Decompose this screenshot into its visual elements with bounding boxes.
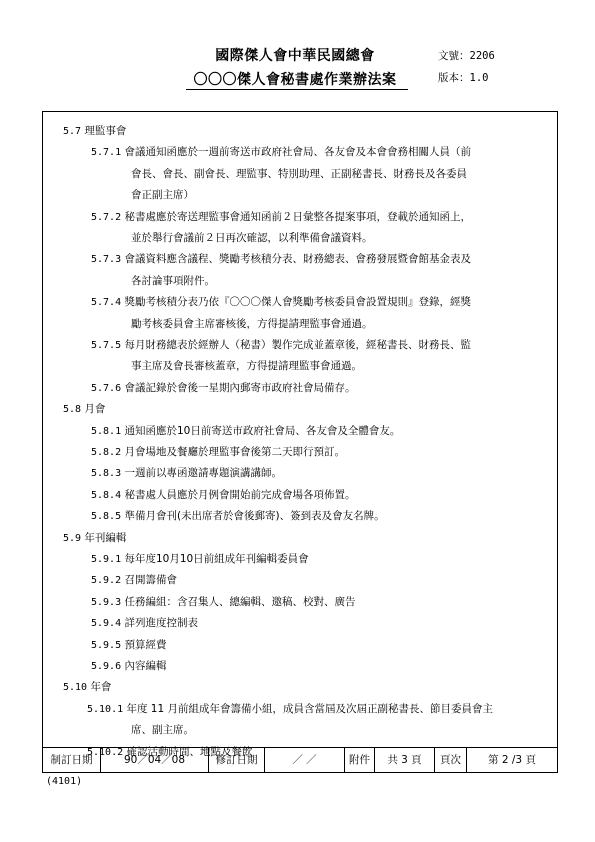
item-text: 會議通知函應於一週前寄送市政府社會局、各友會及本會會務相關人員（前 [124, 146, 471, 159]
item-text: 會議資料應含議程、獎勵考核積分表、財務總表、會務發展暨會館基金表及 [124, 253, 471, 266]
list-item [91, 335, 471, 356]
list-item-continuation [131, 271, 215, 292]
item-text: 勵考核委員會主席審核後，方得提請理監事會通過。 [131, 317, 373, 330]
item-text: 年刊編輯 [84, 531, 127, 544]
item-number: 5.7.5 [91, 340, 122, 351]
item-text: 預算經費 [124, 638, 167, 651]
list-item [91, 570, 177, 591]
item-number: 5.9.3 [91, 596, 122, 608]
item-text: 任務編組：含召集人、總編輯、邀稿、校對、廣告 [124, 595, 356, 608]
list-item [91, 442, 345, 463]
list-item-continuation [131, 185, 194, 206]
item-number: 5.7.6 [91, 382, 122, 394]
list-item [87, 699, 493, 720]
list-item [91, 142, 471, 163]
item-number: 5.9.2 [91, 575, 122, 587]
made-date-label: 制訂日期 [43, 748, 101, 772]
item-number: 5.8.3 [91, 468, 122, 480]
item-text: 詳列進度控制表 [124, 617, 198, 630]
item-text: 月會場地及餐廳於理監事會後第二天即行預訂。 [124, 446, 345, 458]
list-item [91, 249, 471, 270]
item-number: 5.10 [63, 682, 88, 694]
item-number: 5.8.5 [91, 511, 122, 523]
list-item-continuation [131, 314, 373, 335]
item-text: 獎勵考核積分表乃依『〇〇〇傑人會獎勵考核委員會設置規則』登錄，經獎 [124, 296, 471, 309]
item-number: 5.9.6 [91, 661, 122, 672]
attachment-label: 附件 [345, 748, 375, 772]
page-number: 第 2 /3 頁 [488, 754, 536, 766]
item-text: 事主席及會長審核蓋章，方得提請理監事會通過。 [131, 360, 362, 373]
form-number: (4101) [46, 776, 83, 787]
item-text: 內容編輯 [124, 660, 167, 672]
item-number: 5.9.1 [91, 554, 122, 565]
item-number: 5.8.2 [91, 447, 122, 458]
item-number: 5.8.1 [91, 425, 122, 437]
item-number: 5.8 [63, 404, 82, 416]
page-label: 頁次 [435, 748, 467, 772]
item-number: 5.9.5 [91, 639, 122, 651]
list-item [91, 506, 385, 527]
document-title: 〇〇〇傑人會秘書處作業辦法案 [193, 72, 397, 88]
item-number: 5.9 [63, 532, 82, 544]
list-item-continuation [131, 228, 373, 249]
list-item-continuation [131, 720, 194, 741]
item-number: 5.7.3 [91, 254, 122, 266]
item-text: 每月財務總表於經辦人（秘書）製作完成並蓋章後，經秘書長、財務長、監 [124, 339, 471, 351]
document-number: 文號：2206 [438, 50, 495, 62]
list-item [91, 485, 355, 506]
item-number: 5.7.1 [91, 147, 122, 159]
list-item [91, 292, 471, 313]
item-text: 並於舉行會議前２日再次確認，以利準備會議資料。 [131, 232, 373, 244]
item-number: 5.10.2 [87, 746, 124, 758]
revision-date-value: ／ ／ [265, 748, 345, 772]
item-text: 會長、會長、副會長、理監事、特別助理、正副秘書長、財務長及各委員 [131, 167, 467, 180]
item-text: 通知函應於10日前寄送市政府社會局、各友會及全體會友。 [124, 424, 401, 437]
item-text: 會正副主席） [131, 189, 194, 202]
item-text: 席、副主席。 [131, 724, 194, 737]
item-text: 理監事會 [84, 125, 127, 137]
section-heading [63, 528, 126, 549]
list-item [91, 592, 355, 613]
item-text: 月會 [84, 403, 106, 416]
document-frame [42, 111, 558, 773]
list-item [91, 463, 282, 484]
item-text: 各討論事項附件。 [131, 274, 215, 287]
list-item [91, 378, 355, 399]
item-text: 召開籌備會 [124, 574, 177, 587]
item-text: 秘書處應於寄送理監事會通知函前２日彙整各提案事項，登載於通知函上， [124, 210, 471, 223]
org-title: 國際傑人會中華民國總會 [215, 48, 375, 64]
list-item [91, 207, 471, 228]
item-number: 5.7.4 [91, 297, 122, 309]
item-number: 5.7.2 [91, 211, 122, 223]
list-item-continuation [131, 164, 467, 185]
item-text: 年會 [90, 681, 112, 694]
title-underline [186, 89, 408, 90]
revision-date-label: 修訂日期 [209, 748, 265, 772]
item-number: 5.9.4 [91, 618, 122, 630]
section-heading [63, 399, 105, 420]
list-item [91, 656, 166, 677]
document-body [43, 112, 557, 758]
section-heading [63, 677, 111, 698]
list-item [91, 421, 400, 442]
item-text: 年度 11 月前組成年會籌備小組，成員含當屆及次屆正副秘書長、節目委員會主 [126, 702, 494, 715]
item-number: 5.7 [63, 126, 82, 137]
item-text: 確認活動時間、地點及餐飲 [126, 745, 253, 758]
list-item-continuation [131, 356, 362, 377]
document-version: 版本：1.0 [438, 72, 489, 84]
item-text: 一週前以專函邀請專題演講講師。 [124, 467, 282, 480]
item-number: 5.8.4 [91, 489, 122, 501]
list-item [91, 613, 198, 634]
item-text: 會議記錄於會後一星期內郵寄市政府社會局備存。 [124, 381, 356, 394]
footer-table [43, 747, 557, 772]
item-text: 準備月會刊(未出席者於會後郵寄)、簽到表及會友名牌。 [124, 510, 385, 523]
item-number: 5.10.1 [87, 703, 124, 715]
item-text: 每年度10月10日前組成年刊編輯委員會 [124, 553, 309, 565]
list-item [91, 549, 309, 570]
list-item [91, 635, 166, 656]
attachment-pages: 共 3 頁 [375, 748, 435, 772]
made-date-value: 90／04／08 [101, 748, 209, 772]
section-heading [63, 121, 126, 142]
item-text: 秘書處人員應於月例會開始前完成會場各項佈置。 [124, 488, 356, 501]
